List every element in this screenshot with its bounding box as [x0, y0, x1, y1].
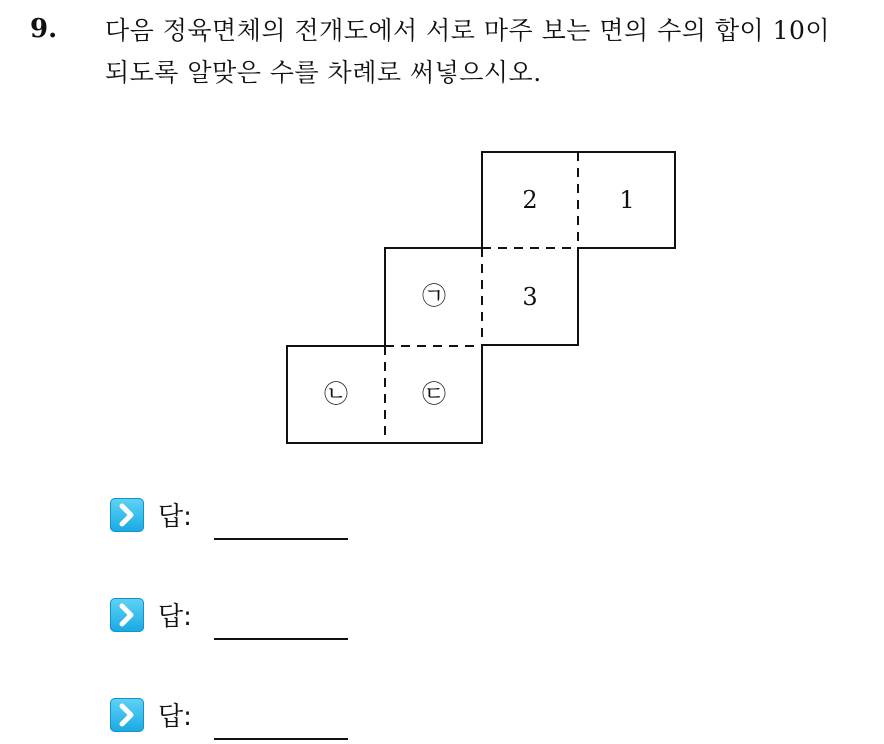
- chevron-right-icon: [110, 598, 144, 632]
- answer-blank[interactable]: [214, 538, 348, 540]
- answer-label: 답:: [158, 702, 192, 732]
- answer-blank[interactable]: [214, 738, 348, 740]
- face-label-bottom-right: ㉢: [422, 380, 446, 408]
- chevron-right-icon: [110, 698, 144, 732]
- face-label-middle-right: 3: [522, 283, 538, 311]
- answer-label: 답:: [158, 502, 192, 532]
- answer-blank[interactable]: [214, 638, 348, 640]
- chevron-right-icon: [110, 498, 144, 532]
- answer-label: 답:: [158, 602, 192, 632]
- face-label-top-right: 1: [619, 186, 635, 214]
- face-label-bottom-left: ㉡: [324, 380, 348, 408]
- question-text-line-1: 다음 정육면체의 전개도에서 서로 마주 보는 면의 수의 합이 10이: [105, 16, 831, 45]
- question-number: 9.: [30, 14, 58, 44]
- question-text-line-2: 되도록 알맞은 수를 차례로 써넣으시오.: [105, 58, 542, 87]
- face-label-top-left: 2: [522, 186, 538, 214]
- answer-row: [110, 692, 410, 742]
- answer-row: [110, 592, 410, 642]
- answer-row: [110, 492, 410, 542]
- face-label-middle-left: ㉠: [422, 282, 446, 310]
